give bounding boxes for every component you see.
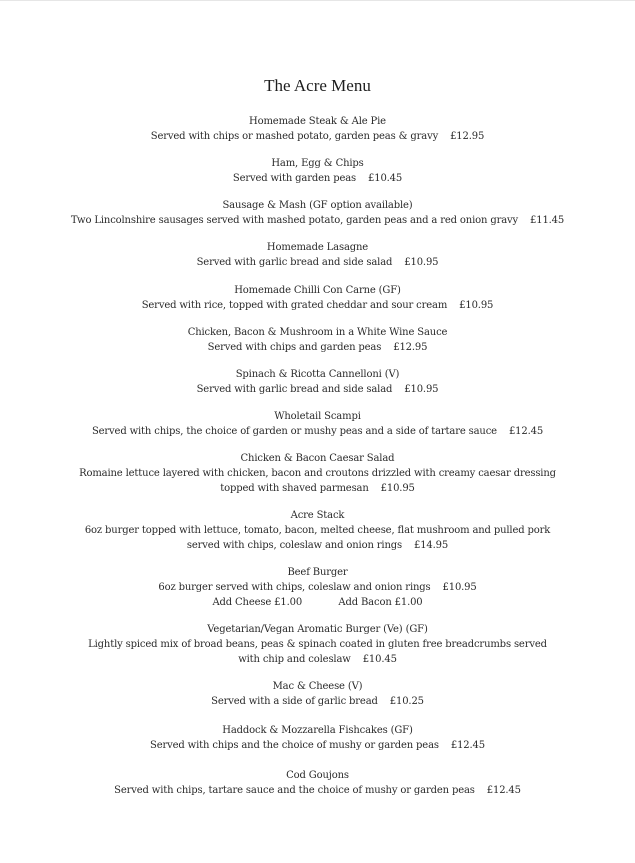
item-name: Wholetail Scampi	[274, 411, 361, 422]
menu-item	[20, 198, 615, 228]
menu-item	[70, 156, 565, 186]
item-description: Served with chips or mashed potato, garden peas & gravy £12.95	[150, 131, 485, 142]
menu-item	[70, 325, 565, 355]
menu-item	[78, 451, 557, 496]
item-name: Chicken, Bacon & Mushroom in a White Wine Sauce	[187, 327, 448, 338]
item-name: Spinach & Ricotta Cannelloni (V)	[235, 369, 400, 380]
item-description: Served with chips, the choice of garden or mushy peas and a side of tartare sauce £12.45	[91, 426, 544, 437]
item-price: £10.95	[380, 483, 415, 494]
menu-item	[70, 114, 565, 144]
item-name: Cod Goujons	[286, 770, 349, 781]
item-price: £10.95	[459, 300, 494, 311]
item-price: £10.95	[404, 384, 439, 395]
item-name: Vegetarian/Vegan Aromatic Burger (Ve) (GF)	[207, 624, 428, 635]
item-price: £12.45	[450, 740, 485, 751]
item-description: Lightly spiced mix of broad beans, peas & spinach coated in gluten free breadcrumbs served with chip and coleslaw £10.45	[88, 639, 547, 665]
menu-item	[30, 768, 605, 798]
menu-item	[70, 723, 565, 753]
item-name: Beef Burger	[287, 567, 348, 578]
item-price: £11.45	[530, 215, 565, 226]
item-name: Acre Stack	[290, 510, 345, 521]
item-description: Served with chips, tartare sauce and the choice of mushy or garden peas £12.45	[114, 785, 521, 796]
item-name: Homemade Steak & Ale Pie	[249, 116, 386, 127]
item-price: £10.95	[404, 257, 439, 268]
item-description: Served with a side of garlic bread £10.25	[211, 696, 424, 707]
item-description: Served with rice, topped with grated cheddar and sour cream £10.95	[141, 300, 494, 311]
menu-item	[70, 565, 565, 610]
item-price: £12.95	[450, 131, 485, 142]
item-name: Homemade Lasagne	[266, 242, 369, 253]
item-description: Two Lincolnshire sausages served with mashed potato, garden peas and a red onion gravy £11.45	[70, 215, 565, 226]
item-description: 6oz burger topped with lettuce, tomato, bacon, melted cheese, flat mushroom and pulled pork served with chips, coleslaw and onion rings £14.95	[84, 525, 551, 551]
menu-title: The Acre Menu	[264, 76, 371, 95]
menu-item	[82, 508, 553, 553]
item-price: £12.45	[486, 785, 521, 796]
item-name: Mac & Cheese (V)	[272, 681, 363, 692]
item-price: £10.25	[389, 696, 424, 707]
item-price: £10.95	[442, 582, 477, 593]
menu-item	[82, 622, 553, 667]
item-description: Romaine lettuce layered with chicken, bacon and croutons drizzled with creamy caesar dressing topped with shaved parmesan £10.95	[79, 468, 556, 494]
item-price: £12.45	[508, 426, 544, 437]
menu-item	[70, 367, 565, 397]
item-price: £14.95	[413, 540, 449, 551]
item-name: Ham, Egg & Chips	[271, 158, 364, 169]
item-name: Sausage & Mash (GF option available)	[222, 200, 413, 211]
item-name: Haddock & Mozzarella Fishcakes (GF)	[222, 725, 413, 736]
item-price: £10.45	[368, 173, 403, 184]
item-price: £10.45	[362, 654, 397, 665]
item-description: Served with chips and the choice of mushy or garden peas £12.45	[150, 740, 485, 751]
item-description: Served with garlic bread and side salad £10.95	[196, 257, 439, 268]
item-description: 6oz burger served with chips, coleslaw and onion rings £10.95	[158, 582, 477, 593]
item-description: Served with garden peas £10.45	[232, 173, 403, 184]
item-description: Served with chips and garden peas £12.95	[207, 342, 428, 353]
item-description: Served with garlic bread and side salad £10.95	[196, 384, 439, 395]
menu-item	[70, 283, 565, 313]
item-name: Chicken & Bacon Caesar Salad	[240, 453, 395, 464]
menu-item	[70, 240, 565, 270]
menu-item	[70, 679, 565, 709]
menu-item	[20, 409, 615, 439]
item-name: Homemade Chilli Con Carne (GF)	[234, 285, 401, 296]
item-add-ons: Add Cheese £1.00 Add Bacon £1.00	[212, 597, 423, 608]
item-price: £12.95	[393, 342, 428, 353]
